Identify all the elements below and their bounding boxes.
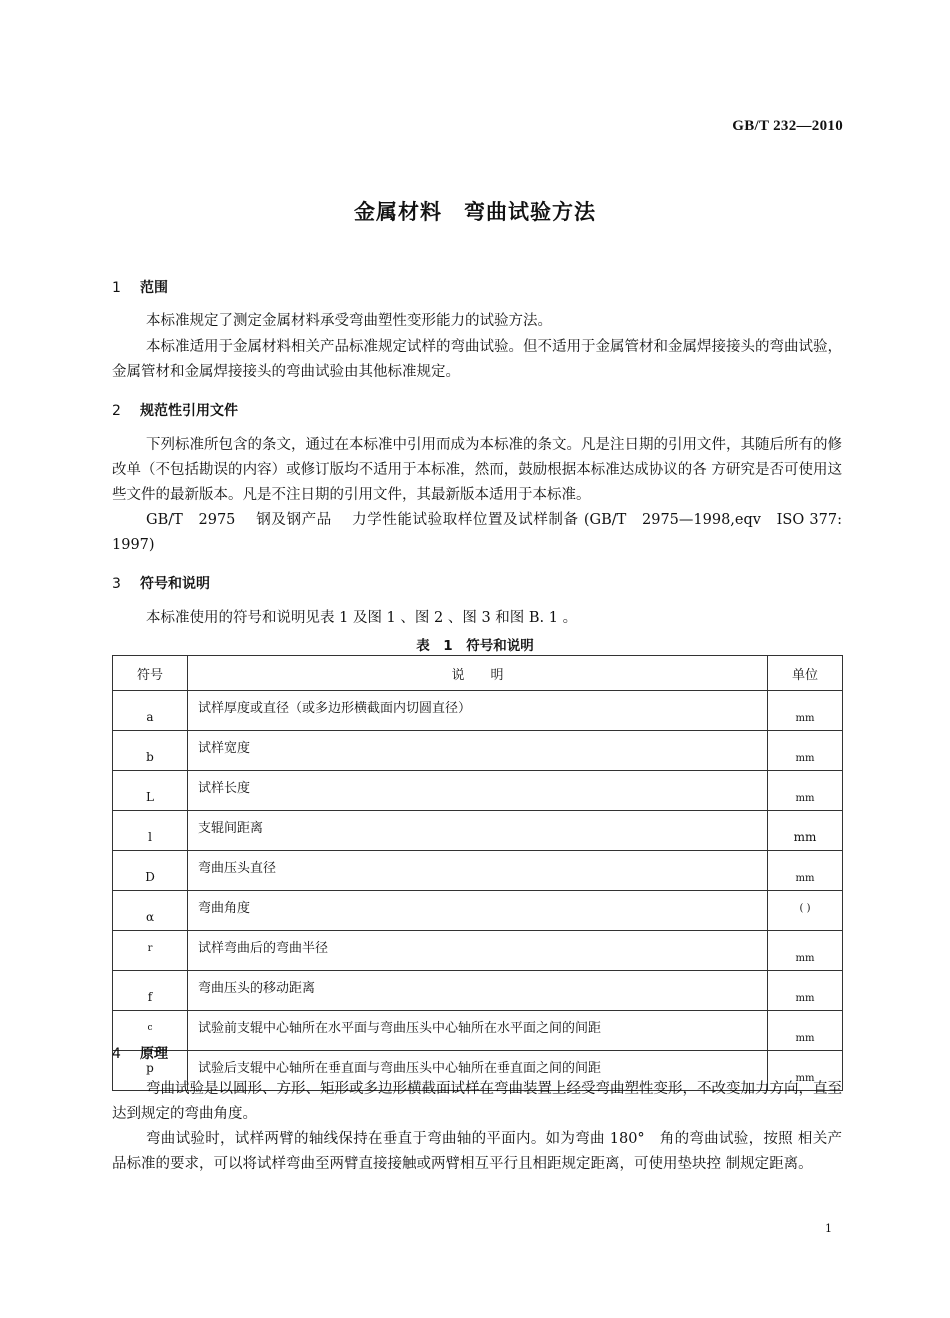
symbol-cell: c (113, 1011, 188, 1051)
table-body (113, 691, 843, 1091)
section-number: 3 (112, 576, 121, 592)
symbol-cell: l (113, 811, 188, 851)
description-cell: 弯曲压头的移动距离 (188, 971, 768, 1011)
table-caption: 表 1 符号和说明 (416, 638, 534, 654)
unit-cell: mm (768, 771, 843, 811)
section-2-heading (112, 400, 238, 420)
symbol-cell: a (113, 691, 188, 731)
description-cell: 弯曲角度 (188, 891, 768, 931)
description-cell: 支辊间距离 (188, 811, 768, 851)
table-row (113, 1011, 843, 1051)
unit-cell: mm (768, 731, 843, 771)
section-2-para-2: GB/T 2975 钢及钢产品 力学性能试验取样位置及试样制备 (GB/T 2975—1998,eqv ISO 377: 1997) (112, 512, 842, 553)
header-unit: 单位 (768, 656, 843, 691)
table-header-row (113, 656, 843, 691)
table-row (113, 931, 843, 971)
unit-cell: mm (768, 1051, 843, 1091)
section-title: 符号和说明 (140, 576, 210, 592)
symbol-cell: b (113, 731, 188, 771)
symbol-cell: L (113, 771, 188, 811)
unit-cell: ( ) (768, 891, 843, 931)
unit-cell: mm (768, 691, 843, 731)
section-4-heading (112, 1043, 168, 1063)
table-row (113, 731, 843, 771)
section-1-para-1: 本标准规定了测定金属材料承受弯曲塑性变形能力的试验方法。 (146, 313, 552, 329)
unit-cell: mm (768, 931, 843, 971)
section-title: 原理 (140, 1046, 168, 1062)
symbols-table (112, 655, 843, 1091)
unit-cell: mm (768, 811, 843, 851)
table-row (113, 891, 843, 931)
symbol-cell: r (113, 931, 188, 971)
symbol-cell: p (113, 1051, 188, 1091)
unit-cell: mm (768, 971, 843, 1011)
header-description: 说 明 (188, 656, 768, 691)
section-4-para-1: 弯曲试验是以圆形、方形、矩形或多边形横截面试样在弯曲装置上经受弯曲塑性变形，不改变加力方向，直至达到规定的弯曲角度。 (112, 1081, 842, 1122)
page-number: 1 (825, 1222, 832, 1235)
symbol-cell: D (113, 851, 188, 891)
description-cell: 试验前支辊中心轴所在水平面与弯曲压头中心轴所在水平面之间的间距 (188, 1011, 768, 1051)
document-title: 金属材料 弯曲试验方法 (354, 200, 596, 224)
table-row (113, 771, 843, 811)
section-2-para-1: 下列标准所包含的条文，通过在本标准中引用而成为本标准的条文。凡是注日期的引用文件，其随后所有的修改单（不包括勘误的内容）或修订版均不适用于本标准，然而，鼓励根据本标准达成协议的各 方研究是否可使用这些文件的最新版本。凡是不注日期的引用文件，其最新版本适用于本标准。 (112, 437, 842, 503)
section-title: 范围 (140, 280, 168, 296)
table-row (113, 851, 843, 891)
section-1-heading (112, 277, 168, 297)
section-3-para-1: 本标准使用的符号和说明见表 1 及图 1 、图 2 、图 3 和图 B. 1 。 (146, 610, 578, 626)
section-title: 规范性引用文件 (140, 403, 238, 419)
unit-cell: mm (768, 1011, 843, 1051)
section-number: 2 (112, 403, 121, 419)
symbol-cell: f (113, 971, 188, 1011)
section-1-para-2: 本标准适用于金属材料相关产品标准规定试样的弯曲试验。但不适用于金属管材和金属焊接接头的弯曲试验，金属管材和金属焊接接头的弯曲试验由其他标准规定。 (112, 339, 842, 380)
table-row (113, 971, 843, 1011)
description-cell: 试样弯曲后的弯曲半径 (188, 931, 768, 971)
description-cell: 试样长度 (188, 771, 768, 811)
description-cell: 试验后支辊中心轴所在垂直面与弯曲压头中心轴所在垂直面之间的间距 (188, 1051, 768, 1091)
header-symbol: 符号 (113, 656, 188, 691)
section-4-para-2: 弯曲试验时，试样两臂的轴线保持在垂直于弯曲轴的平面内。如为弯曲 180° 角的弯曲试验，按照 相关产品标准的要求，可以将试样弯曲至两臂直接接触或两臂相互平行且相距规定距离，可使用垫块控 制规定距离。 (112, 1131, 842, 1172)
standard-code: GB/T 232—2010 (732, 118, 843, 134)
table-row (113, 691, 843, 731)
description-cell: 弯曲压头直径 (188, 851, 768, 891)
table-row (113, 811, 843, 851)
section-number: 4 (112, 1046, 121, 1062)
symbol-cell: α (113, 891, 188, 931)
description-cell: 试样厚度或直径（或多边形横截面内切圆直径） (188, 691, 768, 731)
description-cell: 试样宽度 (188, 731, 768, 771)
section-number: 1 (112, 280, 121, 296)
section-3-heading (112, 573, 210, 593)
unit-cell: mm (768, 851, 843, 891)
